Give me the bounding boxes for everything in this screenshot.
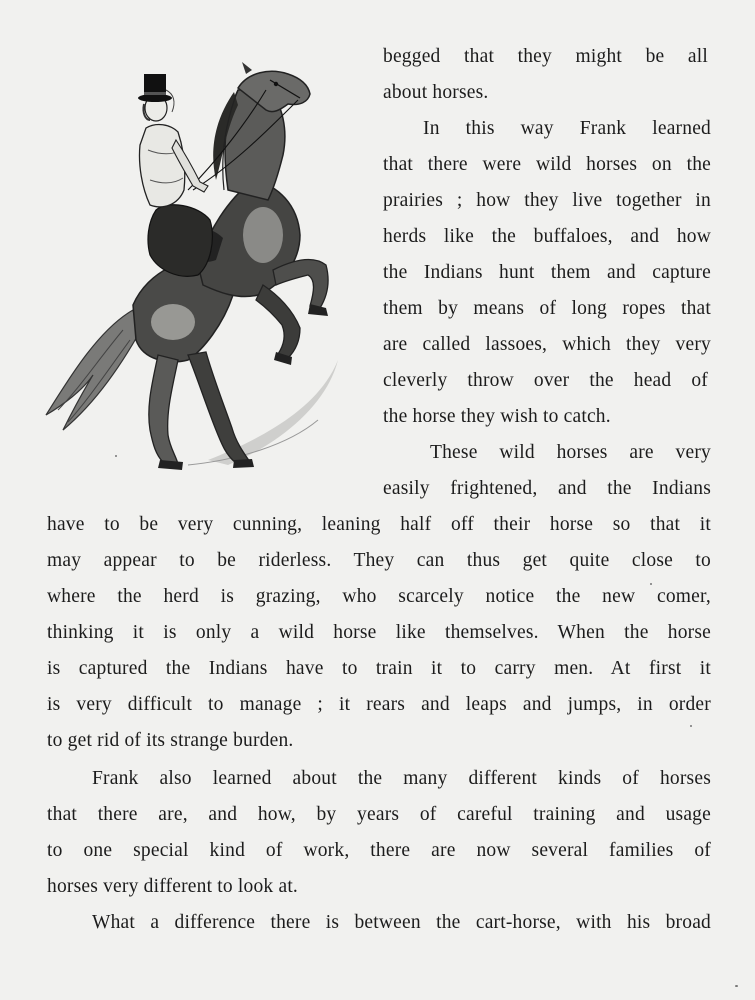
text-line: These wild horses are very <box>430 442 711 463</box>
rearing-horse-with-sidesaddle-rider-icon <box>38 60 368 480</box>
text-line: about horses. <box>383 82 489 103</box>
text-line: that there were wild horses on the <box>383 154 711 175</box>
text-line: cleverly throw over the head of <box>383 370 708 391</box>
text-line: easily frightened, and the Indians <box>383 478 711 499</box>
text-line: them by means of long ropes that <box>383 298 711 319</box>
text-line: is very difficult to manage ; it rears and leaps and jumps, in order <box>47 694 711 715</box>
text-line: prairies ; how they live together in <box>383 190 711 211</box>
text-line: horses very different to look at. <box>47 876 299 897</box>
paper-speck <box>115 455 117 457</box>
text-line: In this way Frank learned <box>423 118 711 139</box>
text-line: have to be very cunning, leaning half off their horse so that it <box>47 514 711 535</box>
text-line: may appear to be riderless. They can thus get quite close to <box>47 550 711 571</box>
text-line: is captured the Indians have to train it to carry men. At first it <box>47 658 711 679</box>
text-line: where the herd is grazing, who scarcely notice the new comer, <box>47 586 711 607</box>
text-line: herds like the buffaloes, and how <box>383 226 711 247</box>
text-line: Frank also learned about the many different kinds of horses <box>92 768 711 789</box>
text-line: are called lassoes, which they very <box>383 334 711 355</box>
text-line: the Indians hunt them and capture <box>383 262 711 283</box>
paper-speck <box>650 583 652 585</box>
text-line: to get rid of its strange burden. <box>47 730 294 751</box>
text-line: What a difference there is between the cart-horse, with his broad <box>92 912 711 933</box>
paper-speck <box>690 725 692 727</box>
text-line: begged that they might be all <box>383 46 708 67</box>
text-line: the horse they wish to catch. <box>383 406 611 427</box>
text-line: to one special kind of work, there are now several families of <box>47 840 711 861</box>
paper-speck <box>735 985 738 987</box>
text-line: that there are, and how, by years of careful training and usage <box>47 804 711 825</box>
text-line: thinking it is only a wild horse like themselves. When the horse <box>47 622 711 643</box>
